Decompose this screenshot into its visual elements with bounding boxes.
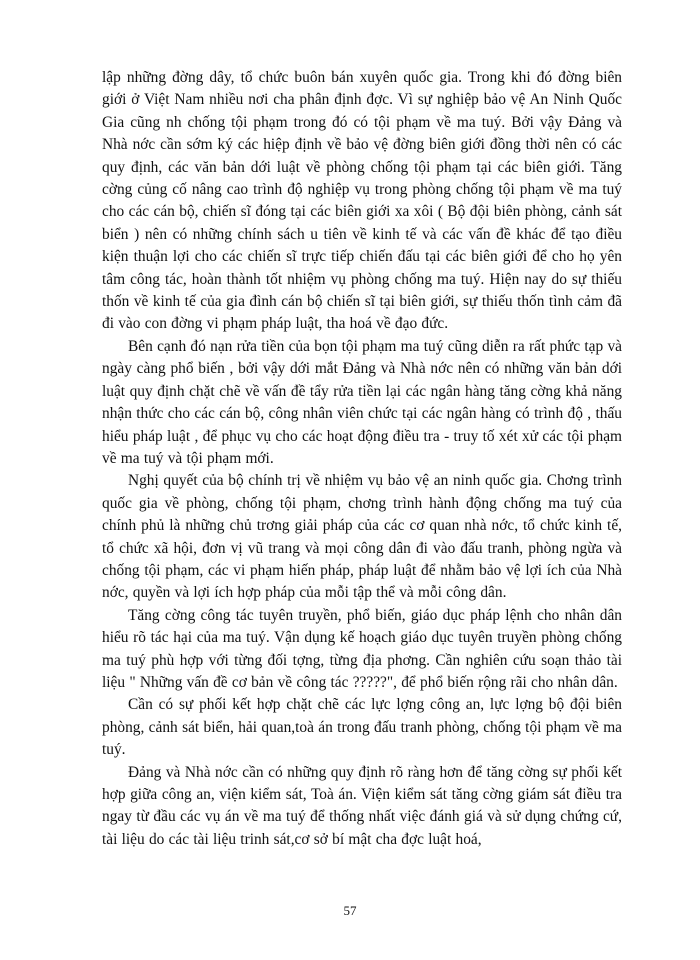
paragraph: lập những đờng dây, tổ chức buôn bán xuyên quốc gia. Trong khi đó đờng biên giới ở Việt Nam nhiều nơi cha phân định đợc. Vì sự nghiệp bảo vệ An Ninh Quốc Gia cũng nh chống tội phạm trong đó có tội phạm về ma tuý. Bởi vậy Đảng và Nhà nớc cần sớm ký các hiệp định về bảo vệ đờng biên giới đồng thời nên có các quy định, các văn bản dới luật về phòng chống tội phạm tại các biên giới. Tăng cờng củng cố nâng cao trình độ nghiệp vụ trong phòng chống tội phạm về ma tuý cho các cán bộ, chiến sĩ đóng tại các biên giới xa xôi ( Bộ đội biên phòng, cảnh sát biển ) nên có những chính sách u tiên về kinh tế và các vấn đề khác để tạo điều kiện thuận lợi cho các chiến sĩ trực tiếp chiến đấu tại các biên giới để cho họ yên tâm công tác, hoàn thành tốt nhiệm vụ phòng chống ma tuý. Hiện nay do sự thiếu thốn về kinh tế của gia đình cán bộ chiến sĩ tại biên giới, sự thiếu thốn tình cảm đã đi vào con đờng vi phạm pháp luật, tha hoá về đạo đức. <box>102 69 622 333</box>
paragraph: Cần có sự phối kết hợp chặt chẽ các lực lợng công an, lực lợng bộ đội biên phòng, cảnh sát biển, hải quan,toà án trong đấu tranh phòng, chống tội phạm về ma tuý. <box>102 696 622 759</box>
paragraph: Nghị quyết của bộ chính trị về nhiệm vụ bảo vệ an ninh quốc gia. Chơng trình quốc gia về phòng, chống tội phạm, chơng trình hành động chống ma tuý của chính phủ là những chủ trơng giải pháp của các cơ quan nhà nớc, tổ chức kinh tế, tổ chức xã hội, đơn vị vũ trang và mọi công dân đi vào đấu tranh, phòng ngừa và chống tội phạm, các vi phạm hiến pháp, pháp luật để nhằm bảo vệ lợi ích của Nhà nớc, quyền và lợi ích hợp pháp của mỗi tập thể và mỗi công dân. <box>102 472 622 602</box>
page-number: 57 <box>343 903 357 918</box>
paragraph: Đảng và Nhà nớc cần có những quy định rõ ràng hơn để tăng cờng sự phối kết hợp giữa công an, viện kiểm sát, Toà án. Viện kiểm sát tăng cờng giám sát điều tra ngay từ đầu các vụ án về ma tuý để thống nhất việc đánh giá và sử dụng chứng cứ, tài liệu do các tài liệu trinh sát,cơ sở bí mật cha đợc luật hoá, <box>102 763 622 848</box>
body-text <box>102 67 622 851</box>
paragraph: Bên cạnh đó nạn rửa tiền của bọn tội phạm ma tuý cũng diễn ra rất phức tạp và ngày càng phổ biến , bởi vậy dới mắt Đảng và Nhà nớc nên có những văn bản dới luật quy định chặt chẽ về vấn đề tẩy rửa tiền lại các ngân hàng tăng cờng khả năng nhận thức cho các cán bộ, công nhân viên chức tại các ngân hàng có trình độ , thấu hiểu pháp luật , để phục vụ cho các hoạt động điều tra - truy tố xét xử các tội phạm về ma tuý và tội phạm mới. <box>102 337 622 467</box>
paragraph: Tăng cờng công tác tuyên truyền, phổ biến, giáo dục pháp lệnh cho nhân dân hiểu rõ tác hại của ma tuý. Vận dụng kế hoạch giáo dục tuyên truyền phòng chống ma tuý phù hợp với từng đối tợng, từng địa phơng. Cần nghiên cứu soạn thảo tài liệu " Những vấn đề cơ bản về công tác ?????", để phổ biến rộng rãi cho nhân dân. <box>102 606 622 691</box>
